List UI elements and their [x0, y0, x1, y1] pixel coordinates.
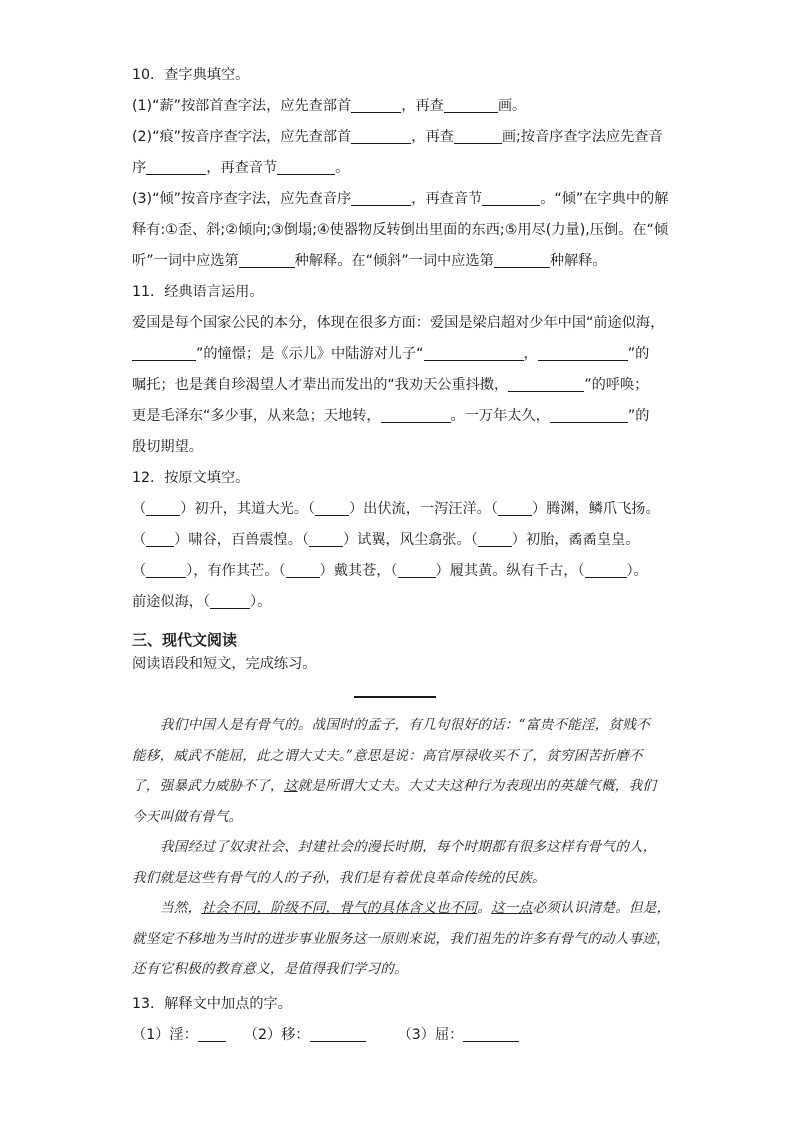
- answer-blank[interactable]: [277, 159, 335, 175]
- text: ）戴其苍，（: [319, 563, 398, 579]
- q13-title: 13．解释文中加点的字。: [132, 995, 292, 1012]
- answer-blank[interactable]: [398, 562, 436, 578]
- answer-blank[interactable]: [498, 500, 532, 516]
- text: 。一万年太久，: [450, 408, 550, 424]
- answer-blank[interactable]: [146, 500, 180, 516]
- text: （: [132, 532, 147, 548]
- text: （1）淫：: [132, 1026, 198, 1043]
- passage-line: 我们中国人是有骨气的。战国时的孟子，有几句很好的话：“富贵不能淫，贫贱不: [160, 717, 650, 733]
- text: ，再查音节: [206, 160, 278, 176]
- q10-item-3-cont: 释有:①歪、斜;②倾向;③倒塌;④使器物反转倒出里面的东西;⑤用尽(力量),压倒。在“倾: [132, 222, 669, 238]
- text: ）试翼，风尘翕张。（: [342, 532, 478, 548]
- text: ，再查: [401, 98, 444, 114]
- answer-blank[interactable]: [198, 1026, 226, 1042]
- q12-line-1: [132, 494, 672, 525]
- answer-blank[interactable]: [444, 97, 498, 113]
- answer-blank[interactable]: [508, 376, 584, 392]
- text: ，再查: [411, 129, 454, 145]
- passage-line: 还有它积极的教育意义，是值得我们学习的。: [132, 961, 408, 977]
- q10-item-3: [132, 184, 672, 215]
- text: ）初升，其道大光。（: [180, 501, 315, 517]
- passage-line: [132, 771, 672, 802]
- passage-line: [132, 893, 672, 924]
- text: 画。: [497, 98, 527, 114]
- text: 嘱托；也是龚自珍渴望人才辈出而发出的“我劝天公重抖擞，: [132, 377, 509, 393]
- answer-blank[interactable]: [146, 562, 186, 578]
- answer-blank[interactable]: [351, 128, 411, 144]
- answer-blank[interactable]: [550, 407, 628, 423]
- q10-item-2: [132, 122, 672, 153]
- q11-line-5: 殷切期望。: [132, 439, 203, 455]
- text: ）。: [626, 563, 648, 579]
- text: ）啸谷，百兽震惶。（: [174, 532, 309, 548]
- underlined-text: 这: [283, 778, 298, 794]
- text: 。: [477, 900, 492, 916]
- text: ”的: [627, 346, 650, 362]
- text: ）初胎，矞矞皇皇。: [511, 532, 640, 548]
- text: 就是所谓大丈夫。大丈夫这种行为表现出的英雄气概，我们: [297, 778, 657, 794]
- text: 当然，: [160, 900, 202, 916]
- q11-line-3: [132, 370, 672, 401]
- passage-line: 能移，威武不能屈，此之谓大丈夫。”意思是说：高官厚禄收买不了，贫穷困苦折磨不: [132, 747, 643, 764]
- passage-line: 我国经过了奴隶社会、封建社会的漫长时期，每个时期都有很多这样有骨气的人，: [160, 839, 657, 855]
- q10-item-3-cont2: [132, 246, 672, 277]
- answer-blank[interactable]: [286, 562, 320, 578]
- answer-blank[interactable]: [351, 97, 401, 113]
- text: （: [132, 563, 147, 579]
- text: ）履其黄。纵有千古，（: [435, 563, 585, 579]
- underlined-text: 这一点: [491, 900, 533, 916]
- text: 了，强暴武力威胁不了，: [132, 778, 284, 794]
- q10-item-1: [132, 91, 672, 122]
- text: ）出伏流，一泻汪洋。（: [348, 501, 498, 517]
- text: ）。: [250, 594, 272, 610]
- answer-blank[interactable]: [424, 345, 524, 361]
- q11-line-4: [132, 401, 672, 432]
- answer-blank[interactable]: [478, 531, 512, 547]
- answer-blank[interactable]: [239, 252, 295, 268]
- worksheet-page: [132, 60, 672, 1051]
- text: （2）移：: [243, 1026, 310, 1043]
- answer-blank[interactable]: [381, 407, 451, 423]
- text: 画;按音序查字法应先查音: [501, 129, 663, 145]
- text: 听”一词中应选第: [132, 253, 239, 269]
- q11-line-1: 爱国是每个国家公民的本分，体现在很多方面：爱国是梁启超对少年中国“前途似海，: [132, 315, 665, 331]
- text: (1)“薪”按部首查字法，应先查部首: [132, 98, 352, 114]
- q10-title: 10．查字典填空。: [132, 67, 250, 83]
- underlined-text: 社会不同，阶级不同，骨气的具体含义也不同: [201, 900, 478, 916]
- text: 。“倾”在字典中的解: [540, 191, 669, 207]
- passage-line: 就坚定不移地为当时的进步事业服务这一原则来说，我们祖先的许多有骨气的动人事迹，: [132, 930, 670, 947]
- q12-line-3: [132, 556, 672, 587]
- text: （3）屈：: [397, 1026, 464, 1043]
- text: ，再查音节: [411, 191, 483, 207]
- q12-title: 12．按原文填空。: [132, 470, 250, 486]
- text: 必须认识清楚。但是，: [532, 900, 671, 916]
- answer-blank[interactable]: [494, 252, 550, 268]
- text: 前途似海，（: [132, 594, 211, 610]
- text: ”的憧憬；是《示儿》中陆游对儿子“: [196, 346, 424, 362]
- text: 。: [335, 160, 350, 176]
- text: 更是毛泽东“多少事，从来急；天地转，: [132, 408, 381, 424]
- answer-blank[interactable]: [146, 159, 206, 175]
- text: ”的呼唤；: [584, 377, 649, 393]
- answer-blank[interactable]: [210, 593, 250, 609]
- answer-blank[interactable]: [315, 500, 349, 516]
- q10-item-2-cont: [132, 153, 672, 184]
- answer-blank[interactable]: [538, 345, 628, 361]
- reading-passage: [132, 710, 672, 985]
- answer-blank[interactable]: [132, 345, 196, 361]
- text: （: [132, 501, 147, 517]
- text: ”的: [627, 408, 650, 424]
- section-heading: 三、现代文阅读: [132, 631, 238, 649]
- q12-line-4: [132, 587, 672, 618]
- q11-title: 11．经典语言运用。: [132, 284, 264, 300]
- text: ，: [523, 346, 538, 362]
- passage-line: 我们就是这些有骨气的人的子孙，我们是有着优良革命传统的民族。: [132, 869, 546, 886]
- answer-blank[interactable]: [351, 190, 411, 206]
- text: (2)“痕”按音序查字法，应先查部首: [132, 129, 352, 145]
- section-intro: 阅读语段和短文，完成练习。: [132, 656, 317, 672]
- text: ），有作其芒。（: [186, 563, 286, 579]
- answer-blank[interactable]: [482, 190, 540, 206]
- text: 种解释。在“倾斜”一词中应选第: [294, 253, 494, 269]
- answer-blank[interactable]: [463, 1026, 519, 1042]
- q13-answers: [132, 1020, 672, 1051]
- answer-blank[interactable]: [310, 1026, 366, 1042]
- q11-line-2: [132, 339, 672, 370]
- text: 序: [132, 160, 147, 176]
- text: ）腾渊，鳞爪飞扬。: [531, 501, 660, 517]
- text: (3)“倾”按音序查字法，应先查音序: [132, 191, 352, 207]
- q12-line-2: [132, 525, 672, 556]
- passage-line: 今天叫做有骨气。: [132, 808, 243, 825]
- answer-blank[interactable]: [585, 562, 627, 578]
- passage-title-blank: [354, 696, 436, 698]
- answer-blank[interactable]: [309, 531, 343, 547]
- answer-blank[interactable]: [146, 531, 174, 547]
- text: 种解释。: [549, 253, 607, 269]
- answer-blank[interactable]: [454, 128, 502, 144]
